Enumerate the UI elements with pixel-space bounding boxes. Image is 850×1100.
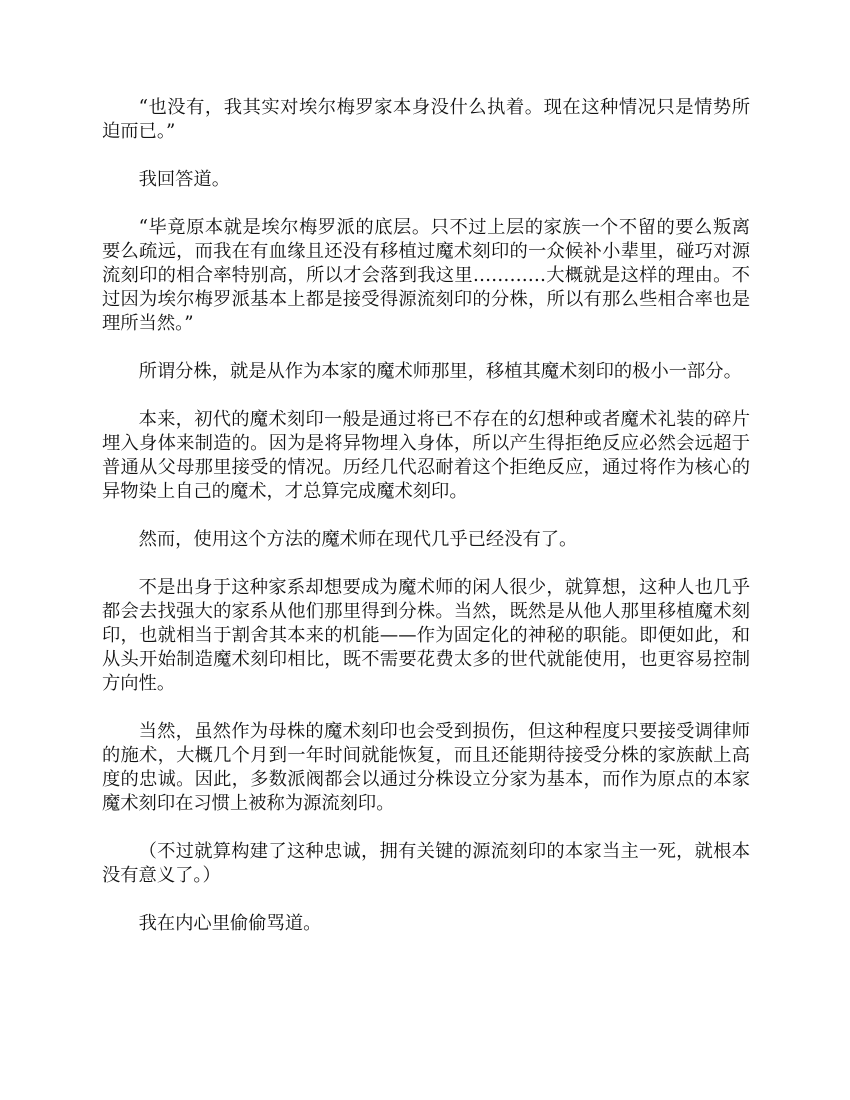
paragraph: 我回答道。	[138, 169, 230, 190]
paragraph: 我在内心里偷偷骂道。	[138, 913, 322, 934]
paragraph: 不是出身于这种家系却想要成为魔术师的闲人很少，就算想，这种人也几乎都会去找强大的家系从他们那里得到分株。当然，既然是从他人那里移植魔术刻印，也就相当于割舍其本来的机能——作为固定化的神秘的职能。即便如此，和从头开始制造魔术刻印相比，既不需要花费太多的世代就能使用，也更容易控制方向性。	[102, 577, 750, 694]
paragraph: （不过就算构建了这种忠诚，拥有关键的源流刻印的本家当主一死，就根本没有意义了。）	[102, 841, 750, 886]
paragraph: “毕竟原本就是埃尔梅罗派的底层。只不过上层的家族一个不留的要么叛离要么疏远，而我在有血缘且还没有移植过魔术刻印的一众候补小辈里，碰巧对源流刻印的相合率特别高，所以才会落到我这里…………大概就是这样的理由。不过因为埃尔梅罗派基本上都是接受得源流刻印的分株，所以有那么些相合率也是理所当然。”	[102, 217, 750, 334]
paragraph: 本来，初代的魔术刻印一般是通过将已不存在的幻想种或者魔术礼装的碎片埋入身体来制造的。因为是将异物埋入身体，所以产生得拒绝反应必然会远超于普通从父母那里接受的情况。历经几代忍耐着这个拒绝反应，通过将作为核心的异物染上自己的魔术，才总算完成魔术刻印。	[102, 409, 750, 502]
paragraph: “也没有，我其实对埃尔梅罗家本身没什么执着。现在这种情况只是情势所迫而已。”	[102, 97, 750, 142]
paragraph: 所谓分株，就是从作为本家的魔术师那里，移植其魔术刻印的极小一部分。	[138, 361, 742, 382]
paragraph: 然而，使用这个方法的魔术师在现代几乎已经没有了。	[138, 529, 578, 550]
paragraph: 当然，虽然作为母株的魔术刻印也会受到损伤，但这种程度只要接受调律师的施术，大概几个月到一年时间就能恢复，而且还能期待接受分株的家族献上高度的忠诚。因此，多数派阀都会以通过分株设立分家为基本，而作为原点的本家魔术刻印在习惯上被称为源流刻印。	[102, 721, 750, 814]
document-page	[102, 96, 750, 960]
